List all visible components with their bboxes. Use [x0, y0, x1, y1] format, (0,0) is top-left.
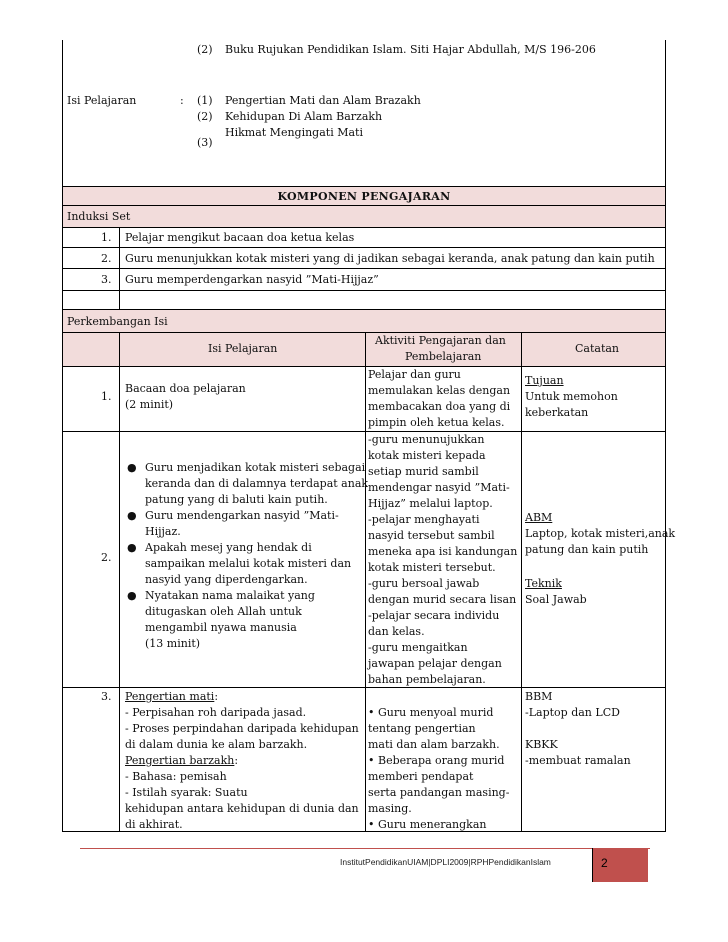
- isi-label: Isi Pelajaran: [67, 94, 137, 107]
- col-isi: Isi Pelajaran: [208, 342, 278, 355]
- row3-barzakh-head: Pengertian barzakh: [125, 754, 235, 767]
- row3-barzakh-2: - Istilah syarak: Suatu: [125, 786, 248, 799]
- row2-minit: (13 minit): [145, 637, 201, 650]
- bullet-dot: ●: [127, 461, 137, 474]
- row2-akt: kotak misteri kepada: [368, 449, 486, 462]
- row1-isi-2: (2 minit): [125, 398, 174, 411]
- row2-b4-2: ditugaskan oleh Allah untuk: [145, 605, 302, 618]
- induksi-row-2: [62, 248, 666, 269]
- row2-akt: nasyid tersebut sambil: [368, 529, 495, 542]
- row1-akt-1: Pelajar dan guru: [368, 368, 461, 381]
- row2-teknik-head: Teknik: [525, 577, 562, 590]
- induksi-row-empty: [62, 291, 666, 310]
- isi-num-1: (1): [197, 94, 213, 107]
- row3-bbm-head: BBM: [525, 690, 553, 703]
- row3-num: 3.: [101, 690, 112, 703]
- row2-akt: mendengar nasyid ”Mati-: [368, 481, 510, 494]
- page-number: 2: [601, 856, 608, 870]
- row1-num: 1.: [101, 390, 112, 403]
- row3-barzakh-head-wrap: Pengertian barzakh:: [125, 754, 239, 767]
- row2-b3-1: Apakah mesej yang hendak di: [145, 541, 312, 554]
- row3-barzakh-1: - Bahasa: pemisah: [125, 770, 227, 783]
- row3-akt: • Guru menerangkan: [368, 818, 487, 831]
- isi-num-2: (2): [197, 110, 213, 123]
- footer-rule: [80, 848, 650, 849]
- row3-barzakh-4: di akhirat.: [125, 818, 183, 831]
- col-catatan: Catatan: [575, 342, 620, 355]
- column-header-band: [62, 333, 666, 367]
- row3-akt: mati dan alam barzakh.: [368, 738, 500, 751]
- perkembangan-band: [62, 310, 666, 333]
- bullet-dot: ●: [127, 509, 137, 522]
- table-row: [62, 688, 666, 832]
- col-aktiviti-2: Pembelajaran: [405, 350, 482, 363]
- row2-abm-head: ABM: [525, 511, 553, 524]
- row1-akt-4: pimpin oleh ketua kelas.: [368, 416, 505, 429]
- row3-barzakh-3: kehidupan antara kehidupan di dunia dan: [125, 802, 359, 815]
- footer-text: InstitutPendidikanUIAM|DPLI2009|RPHPendidikanIslam: [340, 857, 551, 867]
- row3-kbkk-head: KBKK: [525, 738, 558, 751]
- perkembangan-title: Perkembangan Isi: [67, 315, 168, 328]
- row3-bbm: -Laptop dan LCD: [525, 706, 620, 719]
- induksi-title: Induksi Set: [67, 210, 131, 223]
- row2-akt: -pelajar menghayati: [368, 513, 480, 526]
- row2-abm-2: patung dan kain putih: [525, 543, 649, 556]
- isi-colon: :: [180, 94, 184, 107]
- isi-num-3: (3): [197, 136, 213, 149]
- komponen-band: [62, 186, 666, 206]
- row2-b2-1: Guru mendengarkan nasyid ”Mati-: [145, 509, 339, 522]
- induksi-text-2: Guru menunjukkan kotak misteri yang di jadikan sebagai keranda, anak patung dan kain putih: [125, 252, 655, 265]
- ref-text: Buku Rujukan Pendidikan Islam. Siti Hajar Abdullah, M/S 196-206: [225, 43, 596, 56]
- row2-abm-1: Laptop, kotak misteri,anak: [525, 527, 676, 540]
- induksi-row-3: [62, 269, 666, 291]
- induksi-num-3: 3.: [101, 273, 112, 286]
- bullet-dot: ●: [127, 589, 137, 602]
- page-number-box: [592, 848, 648, 882]
- row1-catatan-2: keberkatan: [525, 406, 589, 419]
- row3-akt: masing.: [368, 802, 412, 815]
- induksi-band: [62, 206, 666, 228]
- row3-mati-1: - Perpisahan roh daripada jasad.: [125, 706, 307, 719]
- induksi-num-2: 2.: [101, 252, 112, 265]
- row2-b4-1: Nyatakan nama malaikat yang: [145, 589, 315, 602]
- row3-kbkk: -membuat ramalan: [525, 754, 631, 767]
- row2-akt: kotak misteri tersebut.: [368, 561, 496, 574]
- row3-akt: • Beberapa orang murid: [368, 754, 505, 767]
- row3-akt: serta pandangan masing-: [368, 786, 510, 799]
- row2-akt: setiap murid sambil: [368, 465, 479, 478]
- row3-mati-head: Pengertian mati: [125, 690, 215, 703]
- row3-mati-3: di dalam dunia ke alam barzakh.: [125, 738, 308, 751]
- row2-akt: dan kelas.: [368, 625, 425, 638]
- table-row: [62, 432, 676, 688]
- row3-akt: memberi pendapat: [368, 770, 474, 783]
- header-section: [62, 40, 666, 186]
- row2-akt: -pelajar secara individu: [368, 609, 500, 622]
- row2-b4-3: mengambil nyawa manusia: [145, 621, 297, 634]
- ref-number: (2): [197, 43, 213, 56]
- komponen-title: KOMPONEN PENGAJARAN: [277, 190, 451, 203]
- isi-item-2: Kehidupan Di Alam Barzakh: [225, 110, 383, 123]
- row2-akt: jawapan pelajar dengan: [368, 657, 502, 670]
- row2-akt: meneka apa isi kandungan: [368, 545, 518, 558]
- row2-b3-3: nasyid yang diperdengarkan.: [145, 573, 308, 586]
- table-row: [62, 367, 666, 432]
- induksi-text-1: Pelajar mengikut bacaan doa ketua kelas: [125, 231, 355, 244]
- row2-akt: dengan murid secara lisan: [368, 593, 517, 606]
- row2-num: 2.: [101, 551, 112, 564]
- row2-akt: -guru bersoal jawab: [368, 577, 480, 590]
- row1-akt-2: memulakan kelas dengan: [368, 384, 511, 397]
- row2-akt: bahan pembelajaran.: [368, 673, 486, 686]
- induksi-row-1: [62, 228, 666, 248]
- row2-b1-2: keranda dan di dalamnya terdapat anak: [145, 477, 369, 490]
- row2-teknik: Soal Jawab: [525, 593, 587, 606]
- row2-akt: -guru menunujukkan: [368, 433, 485, 446]
- row2-b2-2: Hijjaz.: [145, 525, 181, 538]
- induksi-text-3: Guru memperdengarkan nasyid ”Mati-Hijjaz”: [125, 273, 379, 286]
- row1-akt-3: membacakan doa yang di: [368, 400, 511, 413]
- row3-mati-head-wrap: Pengertian mati:: [125, 690, 219, 703]
- isi-item-1: Pengertian Mati dan Alam Brazakh: [225, 94, 421, 107]
- row2-b1-3: patung yang di baluti kain putih.: [145, 493, 328, 506]
- row1-catatan-head: Tujuan: [525, 374, 564, 387]
- row3-mati-2: - Proses perpindahan daripada kehidupan: [125, 722, 359, 735]
- col-aktiviti-1: Aktiviti Pengajaran dan: [375, 334, 506, 347]
- row2-b1-1: Guru menjadikan kotak misteri sebagai: [145, 461, 366, 474]
- row1-isi-1: Bacaan doa pelajaran: [125, 382, 246, 395]
- row3-akt: tentang pengertian: [368, 722, 476, 735]
- row3-akt: • Guru menyoal murid: [368, 706, 494, 719]
- isi-item-3: Hikmat Mengingati Mati: [225, 126, 363, 139]
- row2-akt: -guru mengaitkan: [368, 641, 468, 654]
- row2-akt: Hijjaz” melalui laptop.: [368, 497, 493, 510]
- row2-b3-2: sampaikan melalui kotak misteri dan: [145, 557, 352, 570]
- row1-catatan-1: Untuk memohon: [525, 390, 618, 403]
- induksi-num-1: 1.: [101, 231, 112, 244]
- bullet-dot: ●: [127, 541, 137, 554]
